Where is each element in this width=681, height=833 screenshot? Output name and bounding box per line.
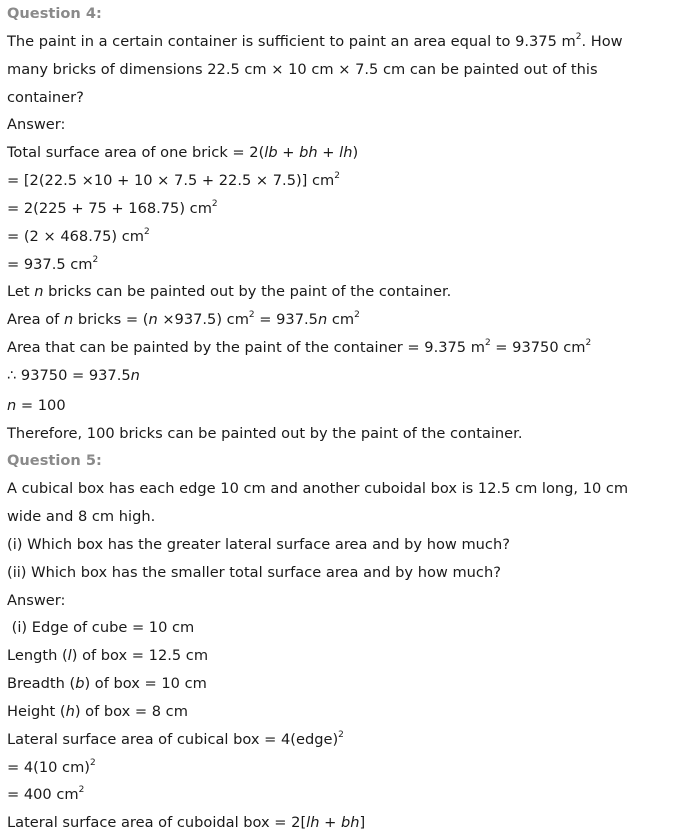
q4-step-equation: ∴ 93750 = 937.5n: [7, 367, 140, 384]
q4-conclusion: Therefore, 100 bricks can be painted out by the paint of the container.: [7, 425, 523, 442]
q5-part-ii: (ii) Which box has the smaller total surface area and by how much?: [7, 564, 501, 581]
q4-step-container-area: Area that can be painted by the paint of the container = 9.375 $m^2 = 93750$ $cm^2$: [7, 338, 592, 356]
q4-step-total-surface-area: Total surface area of one brick = 2(lb + bh + lh): [7, 144, 359, 161]
q4-step-5: = 937.5 $cm^2$: [7, 255, 99, 273]
q5-statement-line-2: wide and 8 cm high.: [7, 508, 156, 525]
q5-height-of-box: Height (h) of box = 8 cm: [7, 703, 188, 720]
q4-statement-line-1: The paint in a certain container is sufficient to paint an area equal to 9.375 $m^2$. How: [7, 32, 623, 50]
q4-statement-line-3: container?: [7, 89, 84, 106]
q5-breadth-of-box: Breadth (b) of box = 10 cm: [7, 675, 207, 692]
question-5-heading: Question 5:: [7, 452, 102, 469]
q4-step-area-n-bricks: Area of n bricks = (n ×937.5) $cm^2 = 937.5n$ $cm^2$: [7, 310, 360, 328]
q5-lsa-cuboid-formula: Lateral surface area of cuboidal box = 2[lh + bh]: [7, 814, 366, 831]
q4-statement-line-2: many bricks of dimensions 22.5 cm × 10 cm × 7.5 cm can be painted out of this: [7, 61, 598, 78]
q5-part-i: (i) Which box has the greater lateral surface area and by how much?: [7, 536, 510, 553]
q4-step-3: = 2(225 + 75 + 168.75) $cm^2$: [7, 199, 218, 217]
q4-answer-label: Answer:: [7, 116, 66, 133]
q5-lsa-cube-step: = 4(10 cm)$^2$: [7, 758, 96, 776]
q4-step-n-value: n = 100: [7, 397, 66, 414]
q4-step-2: = [2(22.5 ×10 + 10 × 7.5 + 22.5 × 7.5)] $cm^2$: [7, 171, 340, 189]
q4-step-4: = (2 × 468.75) $cm^2$: [7, 227, 150, 245]
q4-step-let-n: Let n bricks can be painted out by the paint of the container.: [7, 283, 452, 300]
q5-lsa-cube-formula: Lateral surface area of cubical box = 4(edge)$^2$: [7, 730, 344, 748]
question-4-heading: Question 4:: [7, 5, 102, 22]
q5-lsa-cube-result: = 400 $cm^2$: [7, 785, 85, 803]
q5-statement-line-1: A cubical box has each edge 10 cm and another cuboidal box is 12.5 cm long, 10 cm: [7, 480, 629, 497]
q5-length-of-box: Length (l) of box = 12.5 cm: [7, 647, 209, 664]
q5-answer-label: Answer:: [7, 592, 66, 609]
q5-edge-of-cube: (i) Edge of cube = 10 cm: [7, 619, 195, 636]
